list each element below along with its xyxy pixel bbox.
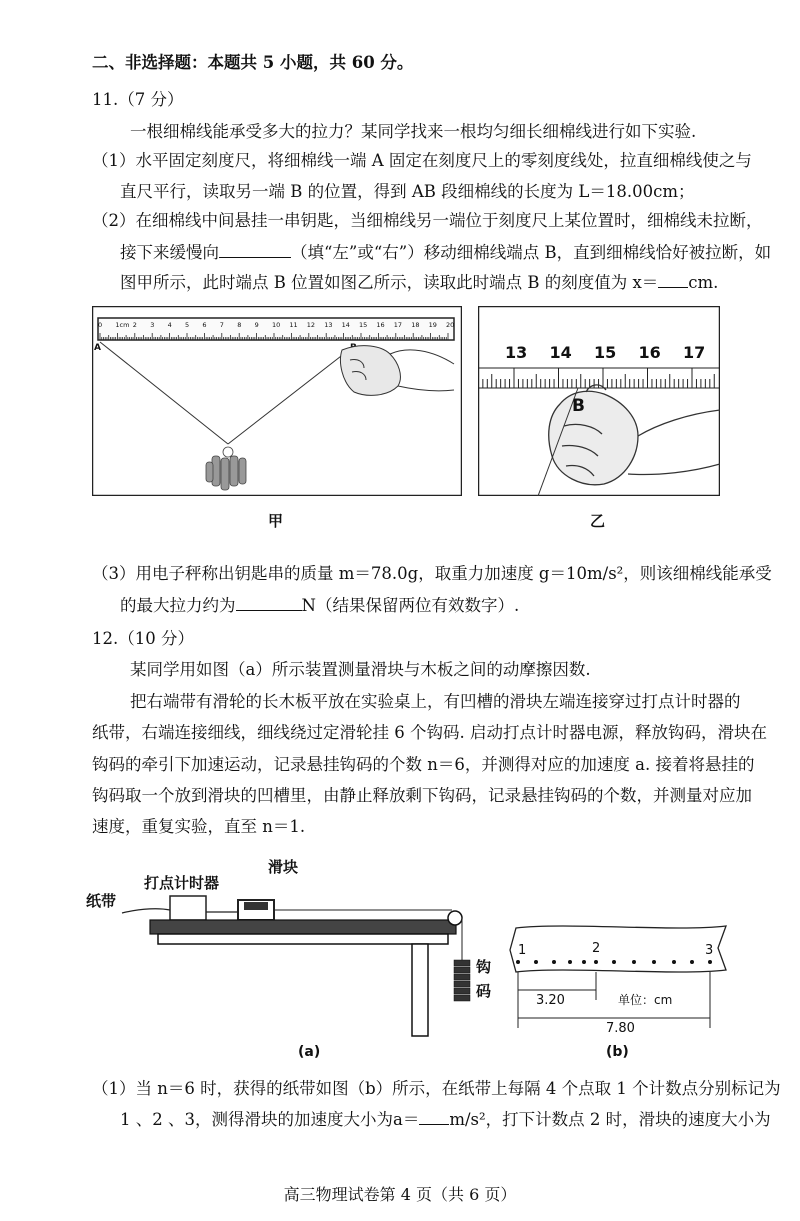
label-paper-tape: 纸带 (86, 892, 117, 910)
q11-part2-line3 (120, 271, 718, 294)
q12-desc-line5: 速度，重复实验，直至 n＝1. (92, 817, 306, 836)
figure-yi (478, 306, 720, 496)
q11-part1-line2: 直尺平行，读取另一端 B 的位置，得到 AB 段细棉线的长度为 L＝18.00cm； (120, 182, 695, 201)
distance-1: 3.20 (536, 993, 565, 1008)
label-timer: 打点计时器 (144, 874, 220, 892)
tape-dot (516, 960, 520, 964)
pulley (448, 911, 462, 925)
paper-tape (122, 909, 172, 913)
ruler-jia-number: 15 (359, 321, 368, 329)
ruler-jia-number: 7 (219, 321, 224, 329)
tape-dot (582, 960, 586, 964)
q11-part2-line3a: 图甲所示，此时端点 B 位置如图乙所示，读取此时端点 B 的刻度值为 x＝ (120, 273, 659, 292)
paper-tape-strip (510, 926, 726, 972)
q11-part2-line2b: （填“左”或“右”）移动细棉线端点 B，直到细棉线恰好被拉断，如 (291, 243, 772, 262)
hook-weights (454, 960, 470, 1001)
figure-yi-svg (478, 306, 720, 496)
label-a: A (94, 343, 101, 353)
figure-jia-svg (92, 306, 462, 496)
table-top (158, 934, 448, 944)
q12-desc-line1: 把右端带有滑轮的长木板平放在实验桌上，有凹槽的滑块左端连接穿过打点计时器的 (130, 692, 741, 711)
ruler-jia-number: 3 (150, 321, 155, 329)
page-footer: 高三物理试卷第 4 页（共 6 页） (283, 1185, 517, 1204)
timer-box (170, 896, 206, 920)
answer-blank-reading[interactable] (658, 271, 688, 288)
q12-part1-line2b: m/s²，打下计数点 2 时，滑块的速度大小为 (449, 1110, 771, 1129)
figure-a-caption: (a) (298, 1044, 321, 1060)
q11-part3-line1: （3）用电子秤称出钥匙串的质量 m＝78.0g，取重力加速度 g＝10m/s²，则该细棉线能承受 (92, 564, 772, 583)
ruler-jia-number: 0 (98, 321, 103, 329)
q12-desc-line3: 钩码的牵引下加速运动，记录悬挂钩码的个数 n＝6，并测得对应的加速度 a. 接着将悬挂的 (92, 755, 755, 774)
figure-yi-caption: 乙 (590, 512, 606, 530)
ruler-yi-number: 15 (594, 343, 617, 362)
tape-dot (568, 960, 572, 964)
ruler-jia-number: 20 (446, 321, 455, 329)
ruler-jia-number: 9 (254, 321, 259, 329)
q11-part1-line1: （1）水平固定刻度尺，将细棉线一端 A 固定在刻度尺上的零刻度线处，拉直细棉线使之与 (92, 151, 752, 170)
ruler-jia-number: 14 (341, 321, 350, 329)
point-label-2: 2 (592, 941, 601, 956)
answer-blank-acceleration[interactable] (419, 1108, 449, 1125)
ruler-jia-number: 1cm (115, 321, 130, 329)
q12-desc-line4: 钩码取一个放到滑块的凹槽里，由静止释放剩下钩码，记录悬挂钩码的个数，并测量对应加 (92, 786, 752, 805)
distance-2: 7.80 (606, 1021, 635, 1036)
tape-dot (690, 960, 694, 964)
ruler-jia-number: 18 (411, 321, 420, 329)
figure-b-svg (506, 918, 732, 1063)
q11-part2-line2a: 接下来缓慢向 (120, 243, 219, 262)
q11-part3-line2b: N（结果保留两位有效数字）. (301, 596, 520, 615)
ruler-yi-number: 16 (638, 343, 661, 362)
q12-part1-line2 (120, 1108, 771, 1131)
q11-part3-line2 (120, 594, 519, 617)
figure-b (506, 918, 732, 1063)
ruler-yi-number: 14 (549, 343, 572, 362)
figure-a (82, 848, 502, 1063)
ruler-jia-number: 19 (428, 321, 437, 329)
ruler-jia-number: 5 (185, 321, 190, 329)
ruler-jia-number: 2 (132, 321, 137, 329)
tape-dot (652, 960, 656, 964)
ruler-jia-number: 12 (306, 321, 316, 329)
q12-desc-line2: 纸带，右端连接细线，细线绕过定滑轮挂 6 个钩码. 启动打点计时器电源，释放钩码，滑块在 (92, 723, 767, 742)
label-weights-1: 钩 (476, 958, 492, 976)
figure-b-caption: (b) (606, 1044, 629, 1060)
q12-part1-line2a: 1 、2 、3，测得滑块的加速度大小为a＝ (120, 1110, 420, 1129)
tape-dot (612, 960, 616, 964)
ruler-jia-number: 11 (289, 321, 298, 329)
tape-dot (672, 960, 676, 964)
figure-jia (92, 306, 462, 496)
table-leg (412, 944, 428, 1036)
ruler-jia-number: 17 (393, 321, 403, 329)
label-slider: 滑块 (268, 858, 299, 876)
tape-dot (594, 960, 598, 964)
ruler-jia-number: 4 (167, 321, 172, 329)
unit-label: 单位：cm (618, 993, 673, 1007)
q12-intro: 某同学用如图（a）所示装置测量滑块与木板之间的动摩擦因数. (130, 660, 591, 679)
q11-part2-line2 (120, 241, 771, 264)
answer-blank-direction[interactable] (219, 241, 291, 258)
label-weights-2: 码 (476, 982, 492, 1000)
q11-part2-line3b: cm. (688, 273, 719, 292)
ruler-yi-number: 13 (505, 343, 528, 362)
long-board (150, 920, 456, 934)
q12-part1-line1: （1）当 n＝6 时，获得的纸带如图（b）所示，在纸带上每隔 4 个点取 1 个计数点分别标记为 (92, 1079, 781, 1098)
ruler-jia-number: 6 (202, 321, 207, 329)
answer-blank-force[interactable] (236, 594, 302, 611)
point-label-1: 1 (518, 943, 527, 958)
figure-a-svg (82, 848, 502, 1063)
label-b-yi: B (572, 396, 585, 416)
ruler-jia-number: 10 (272, 321, 281, 329)
ruler-yi-number: 17 (683, 343, 706, 362)
q12-label: 12.（10 分） (92, 629, 194, 648)
section-heading: 二、非选择题：本题共 5 小题，共 60 分。 (92, 53, 414, 72)
ruler-jia-number: 13 (324, 321, 333, 329)
q11-intro: 一根细棉线能承受多大的拉力？某同学找来一根均匀细长细棉线进行如下实验. (130, 122, 697, 141)
q11-label: 11.（7 分） (92, 90, 184, 109)
tape-dot (534, 960, 538, 964)
figure-jia-caption: 甲 (268, 512, 284, 530)
tape-dot (708, 960, 712, 964)
q11-part2-line1: （2）在细棉线中间悬挂一串钥匙，当细棉线另一端位于刻度尺上某位置时，细棉线未拉断， (92, 211, 763, 230)
tape-dot (632, 960, 636, 964)
ruler-jia-number: 8 (237, 321, 242, 329)
point-label-3: 3 (705, 943, 714, 958)
q11-part3-line2a: 的最大拉力约为 (120, 596, 236, 615)
tape-dot (552, 960, 556, 964)
ruler-jia-number: 16 (376, 321, 385, 329)
